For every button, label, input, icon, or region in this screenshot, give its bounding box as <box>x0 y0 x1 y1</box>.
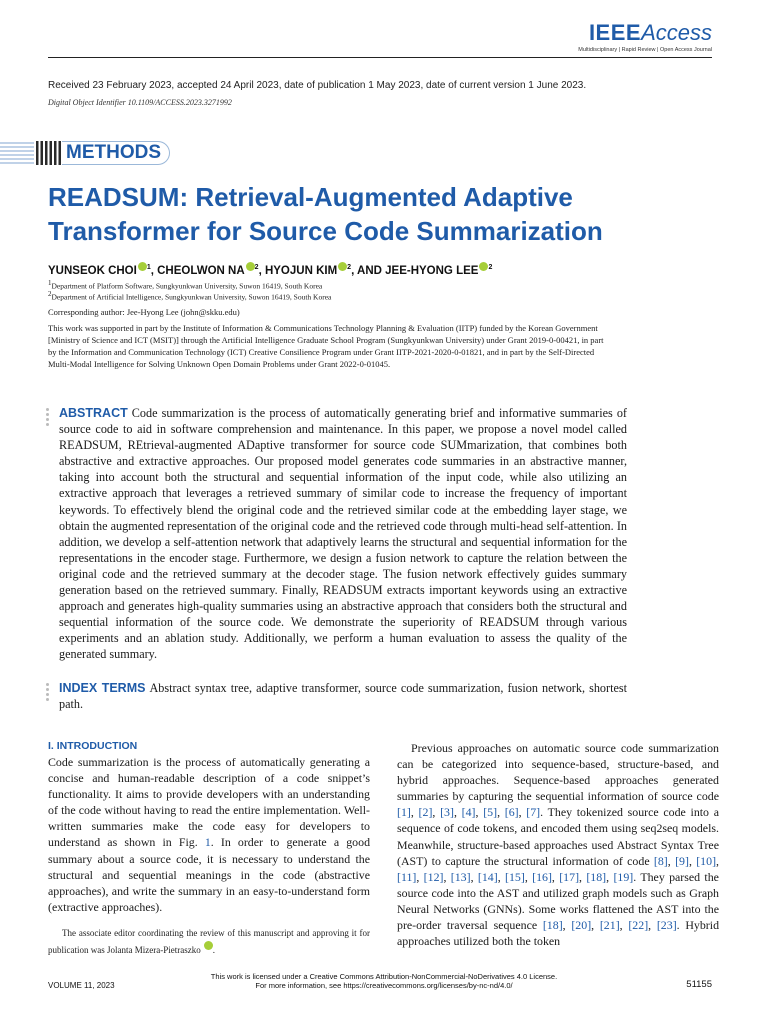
citation-link[interactable]: [18] <box>586 869 607 884</box>
dots-icon <box>46 408 49 428</box>
journal-logo <box>578 20 712 53</box>
author-name: YUNSEOK CHOI <box>48 265 137 277</box>
citation-link[interactable]: [7] <box>526 805 541 820</box>
orcid-icon[interactable] <box>338 262 347 271</box>
author-name: CHEOLWON NA <box>157 265 245 277</box>
title-line-1: READSUM: Retrieval-Augmented Adaptive <box>48 182 573 212</box>
footnote-text: The associate editor coordinating the review of this manuscript and approving it for publication was Jolanta Mizera-Pietraszko <box>48 928 370 955</box>
affiliation <box>48 279 322 291</box>
logo-tagline: Multidisciplinary | Rapid Review | Open Access Journal <box>578 47 712 53</box>
figure-link[interactable]: 1 <box>204 835 211 850</box>
author-affiliation: 1 <box>146 264 151 272</box>
received-dates: Received 23 February 2023, accepted 24 April 2023, date of publication 1 May 2023, date of current version 1 June 2023. <box>48 80 587 91</box>
header-rule <box>48 57 712 58</box>
citation-link[interactable]: [10] <box>696 853 717 868</box>
author-separator: , <box>258 265 265 277</box>
corresponding-author: Corresponding author: Jee-Hyong Lee (john@skku.edu) <box>48 307 240 317</box>
author-affiliation: 2 <box>254 264 259 272</box>
author-name: HYOJUN KIM <box>264 265 338 277</box>
citation-link[interactable]: [4] <box>461 805 476 820</box>
index-terms-text: Abstract syntax tree, adaptive transformer, source code summarization, fusion network, shortest path. <box>59 681 627 712</box>
author-separator: , AND <box>351 265 386 277</box>
abstract <box>59 405 627 663</box>
license-note <box>0 972 768 990</box>
license-link[interactable]: For more information, see https://creativecommons.org/licenses/by-nc-nd/4.0/ <box>255 981 513 990</box>
intro-text: Code summarization is the process of automatically generating a concise and human-readable description of a code snippet’s functionality. It aims to provide developers with an understanding of the code without having to read the entire implementation. Well-written summaries make the code easy for developers to understand as shown in Fig. <box>48 755 370 850</box>
author-separator: , <box>150 265 158 277</box>
dots-icon <box>46 683 49 703</box>
section-heading: I. INTRODUCTION <box>48 740 138 752</box>
author-name: JEE-HYONG LEE <box>385 265 479 277</box>
citation-link[interactable]: [3] <box>440 805 454 820</box>
editor-footnote: The associate editor coordinating the review of this manuscript and approving it for publication was Jolanta Mizera-Pietraszko . <box>48 928 370 955</box>
citation-link[interactable]: [23] <box>656 918 677 933</box>
affiliation-number: 1 <box>48 279 52 287</box>
orcid-icon[interactable] <box>246 262 255 271</box>
index-terms <box>59 680 627 712</box>
citation-link[interactable]: [8] <box>653 853 668 868</box>
citation-link[interactable]: [2] <box>418 805 433 820</box>
funding-note: This work was supported in part by the Institute of Information & Communications Technology Planning & Evaluation (IITP) funded by the Korean Government [Ministry of Science and ICT (MSIT)] through the Artificial Intelligence Graduate School Program (Sungkyunkwan University) under Grant 2019-0-00421, in part by the Information and Communication Technology (ICT) Creative Consilience Program under Grant IITP-2021-2020-0-01821, and in part by the Self-Directed Multi-Modal Intelligence for Solving Unknown Open Domain Problems under Grant 2022-0-01045. <box>48 323 604 369</box>
section-banner: METHODS <box>66 142 161 163</box>
abstract-label: ABSTRACT <box>59 406 128 420</box>
license-line: This work is licensed under a Creative Commons Attribution-NonCommercial-NoDerivatives 4.0 License. <box>210 972 558 981</box>
title-line-2: Transformer for Source Code Summarization <box>48 216 603 246</box>
citation-link[interactable]: [13] <box>450 869 471 884</box>
citation-link[interactable]: [16] <box>532 869 552 884</box>
citation-link[interactable]: [12] <box>423 869 444 884</box>
citation-link[interactable]: [18] <box>542 918 563 933</box>
citation-link[interactable]: [20] <box>571 918 592 933</box>
citation-link[interactable]: [19] <box>613 869 634 884</box>
doi[interactable]: Digital Object Identifier 10.1109/ACCESS.2023.3271992 <box>48 98 232 107</box>
citation-link[interactable]: [15] <box>505 869 525 884</box>
body-paragraph: Previous approaches on automatic source code summarization can be categorized into sequence-based, structure-based, and hybrid approaches. Sequence-based approaches generated summaries by capturing the sequential information of source code [1], [2], [3], [4], [5], [6], [7]. They tokenized source code into a sequence of code tokens, and encoded them using seq2seq models. Meanwhile, structure-based approaches used Abstract Syntax Tree (AST) to capture the structural information of code [8], [9], [10], [11], [12], [13], [14], [15], [16], [17], [18], [19]. They parsed the source code into the AST and utilized graph models such as Graph Neural Networks (GNNs). Some works flattened the AST into the pre-order traversal sequence [18], [20], [21], [22], [23]. Hybrid approaches utilized both the token <box>397 741 720 949</box>
abstract-text: Code summarization is the process of automatically generating brief and informative summaries of source code to aid in software comprehension and maintenance. In this paper, we propose a novel model called READSUM, REtrieval-augmented ADaptive transformer for source code SUMmarization, that combines both abstractive and extractive approaches. Our proposed model generates code summaries in an abstractive manner, taking into account both the structural and sequential information of the input code, while also utilizing an extractive approach that leverages a retrieved summary of similar code to increase the frequency of important keywords. To effectively blend the original code and the retrieved similar code at the embedding layer stage, we obtain the augmented representation of the original code and the retrieved code through multi-head self-attention. In addition, we develop a self-attention network that adaptively learns the structural and sequential information for the representations in the encoder stage. Furthermore, we design a fusion network to capture the relation between the original code and the retrieved summary at the decoder stage. The fusion network effectively guides summary generation based on the retrieved summary. Finally, READSUM extracts important keywords using an extractive approach and generates high-quality summaries using an abstractive approach that considers both the structural and sequential information of the source code. We demonstrate the superiority of READSUM through various experiments and an ablation study. Additionally, we perform a human evaluation to assess the quality of the generated summary. <box>59 406 627 662</box>
affiliation-text: Department of Artificial Intelligence, Sungkyunkwan University, Suwon 16419, South Korea <box>51 292 332 302</box>
citation-link[interactable]: [5] <box>483 805 498 820</box>
intro-text: . In order to generate a good summary about a source code, it is necessary to understand the structural and sequential meanings in the code (abstractive approaches), and write the summary in an easy-to-understand form (extractive approaches). <box>48 835 371 914</box>
orcid-icon[interactable] <box>138 262 147 271</box>
author-list <box>48 262 492 277</box>
banner-bars-icon <box>36 141 62 165</box>
right-column <box>397 740 719 949</box>
author-affiliation: 2 <box>347 264 352 272</box>
index-terms-label: INDEX TERMS <box>59 681 146 695</box>
affiliation <box>48 290 331 302</box>
affiliation-text: Department of Platform Software, Sungkyunkwan University, Suwon 16419, South Korea <box>51 281 323 291</box>
logo-access: Access <box>641 20 712 45</box>
affiliation-number: 2 <box>48 290 52 298</box>
citation-link[interactable]: [21] <box>599 918 620 933</box>
body-text: . They parsed the source code into the AST and utilized graph models such as Graph Neural Networks (GNNs). Some works flattened the AST into the pre-order traversal sequence <box>397 869 719 933</box>
citation-link[interactable]: [14] <box>477 869 498 884</box>
citation-link[interactable]: [1] <box>397 805 411 820</box>
intro-paragraph <box>48 754 370 915</box>
left-column <box>48 740 370 915</box>
body-text: . Hybrid approaches utilized both the token <box>397 918 720 949</box>
citation-link[interactable]: [22] <box>628 918 649 933</box>
logo-ieee: IEEE <box>588 20 642 45</box>
citation-link[interactable]: [11] <box>397 869 417 884</box>
banner-stripes-icon <box>0 141 34 165</box>
citation-link[interactable]: [9] <box>675 853 689 868</box>
body-text: Previous approaches on automatic source code summarization can be categorized into sequence-based, structure-based, and hybrid approaches. Sequence-based approaches generated summaries by capturing the sequential information of source code <box>397 741 719 804</box>
author-affiliation: 2 <box>488 264 493 272</box>
paper-title <box>48 180 688 248</box>
body-text: . They tokenized source code into a sequence of code tokens, and encoded them using seq2seq models. Meanwhile, structure-based approaches used Abstract Syntax Tree (AST) to capture the structural information of code <box>397 805 719 868</box>
orcid-icon[interactable] <box>204 941 213 950</box>
citation-link[interactable]: [17] <box>559 869 580 884</box>
citation-link[interactable]: [6] <box>504 805 519 820</box>
volume-label: VOLUME 11, 2023 <box>48 981 115 990</box>
page-number: 51155 <box>686 979 712 990</box>
